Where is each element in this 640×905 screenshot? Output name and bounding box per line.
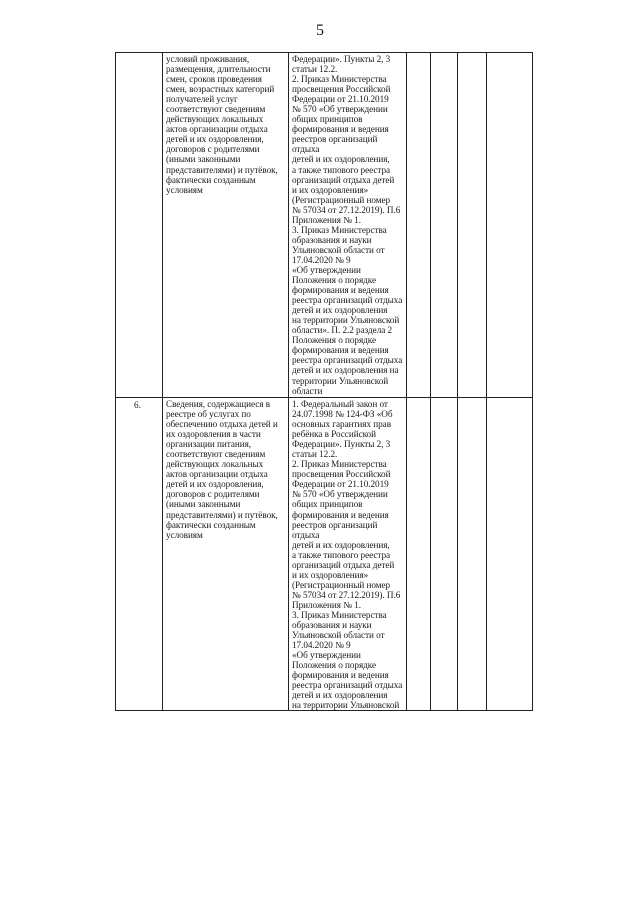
- note-cell: [487, 53, 533, 398]
- legal-basis-cell: [289, 53, 407, 398]
- row-number: [116, 53, 162, 55]
- answer-na-cell: [458, 53, 487, 398]
- answer-no-cell: [431, 398, 458, 711]
- answer-na-cell: [458, 398, 487, 711]
- description-cell: [163, 53, 289, 398]
- table-row: [116, 53, 533, 398]
- requirement-description: Сведения, содержащиеся в реестре об услугах по обеспечению отдыха детей и их оздоровления в части организации питания, соответствуют сведениям действующих локальных актов организации отдыха детей и их оздоровления, договоров с родителями (иными законными представителями) и путёвок, фактически созданным условиям: [166, 399, 278, 540]
- row-number: 6.: [134, 400, 141, 410]
- row-number-cell: [116, 398, 163, 711]
- legal-basis-cell: [289, 398, 407, 711]
- description-cell: [163, 398, 289, 711]
- legal-basis-text: Федерации». Пункты 2, 3 статьи 12.2. 2. Приказ Министерства просвещения Российской Федерации от 21.10.2019 № 570 «Об утверждении общих принципов формирования и ведения реестров организаций отдыха детей и их оздоровления, а также типового реестра организаций отдыха детей и их оздоровления» (Регистрационный номер № 57034 от 27.12.2019). П.6 Приложения № 1. 3. Приказ Министерства образования и науки Ульяновской области от 17.04.2020 № 9 «Об утверждении Положения о порядке формирования и ведения реестра организаций отдыха детей и их оздоровления на территории Ульяновской области». П. 2.2 раздела 2 Положения о порядке формирования и ведения реестра организаций отдыха детей и их оздоровления на территории Ульяновской области: [292, 54, 403, 396]
- answer-yes-cell: [407, 398, 431, 711]
- table-row: [116, 398, 533, 711]
- answer-no-cell: [431, 53, 458, 398]
- requirement-description: условий проживания, размещения, длительности смен, сроков проведения смен, возрастных категорий получателей услуг соответствуют сведениям действующих локальных актов организации отдыха детей и их оздоровления, договоров с родителями (иными законными представителями) и путёвок, фактически созданным условиям: [166, 54, 278, 195]
- note-cell: [487, 398, 533, 711]
- requirements-table: [115, 52, 533, 711]
- answer-yes-cell: [407, 53, 431, 398]
- row-number-cell: [116, 53, 163, 398]
- legal-basis-text: 1. Федеральный закон от 24.07.1998 № 124-ФЗ «Об основных гарантиях прав ребёнка в Российской Федерации». Пункты 2, 3 статьи 12.2. 2. Приказ Министерства просвещения Российской Федерации от 21.10.2019 № 570 «Об утверждении общих принципов формирования и ведения реестров организаций отдыха детей и их оздоровления, а также типового реестра организаций отдыха детей и их оздоровления» (Регистрационный номер № 57034 от 27.12.2019). П.6 Приложения № 1. 3. Приказ Министерства образования и науки Ульяновской области от 17.04.2020 № 9 «Об утверждении Положения о порядке формирования и ведения реестра организаций отдыха детей и их оздоровления на территории Ульяновской: [292, 399, 403, 711]
- page-number: 5: [316, 22, 324, 39]
